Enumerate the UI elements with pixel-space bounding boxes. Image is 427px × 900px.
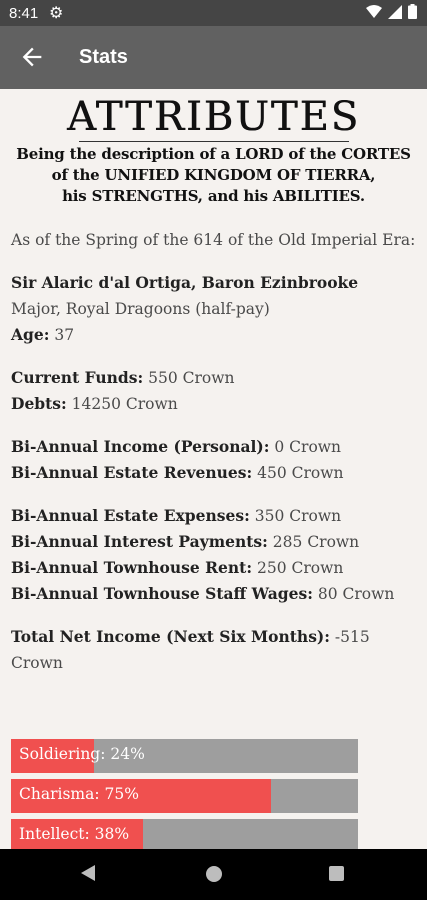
estate-revenues-label: Bi-Annual Estate Revenues:: [11, 463, 253, 482]
skill-label-charisma: Charisma: 75%: [19, 785, 139, 803]
rent-label: Bi-Annual Townhouse Rent:: [11, 558, 253, 577]
age-value: 37: [49, 326, 75, 344]
income-personal-label: Bi-Annual Income (Personal):: [11, 437, 270, 456]
nav-home-icon[interactable]: [206, 866, 222, 882]
interest-value: 285 Crown: [267, 533, 360, 551]
banner-rule: [79, 141, 349, 142]
debts-value: 14250 Crown: [66, 395, 178, 413]
estate-expenses-label: Bi-Annual Estate Expenses:: [11, 506, 250, 525]
wages-label: Bi-Annual Townhouse Staff Wages:: [11, 584, 313, 603]
banner-line-1: Being the description of a LORD of the CORTES: [16, 145, 411, 163]
status-bar: [0, 0, 427, 26]
gear-icon: ⚙: [49, 5, 64, 22]
banner-line-2: of the UNIFIED KINGDOM OF TIERRA,: [51, 166, 376, 184]
income-personal-value: 0 Crown: [269, 438, 342, 456]
funds-value: 550 Crown: [143, 369, 235, 387]
page-title: Stats: [79, 46, 128, 68]
character-name: Sir Alaric d'al Ortiga, Baron Ezinbrooke: [11, 273, 359, 292]
status-time: 8:41: [9, 5, 39, 22]
intro-text: As of the Spring of the 614 of the Old Imperial Era:: [11, 231, 416, 249]
skill-bar-charisma: [11, 779, 358, 813]
banner-line-3: his STRENGTHS, and his ABILITIES.: [62, 187, 365, 205]
signal-icon: [388, 5, 402, 19]
banner-heading: ATTRIBUTES: [66, 94, 361, 140]
skill-bar-intellect: [11, 819, 358, 849]
income-block: [11, 434, 416, 486]
net-income-label: Total Net Income (Next Six Months):: [11, 627, 330, 646]
funds-block: [11, 365, 416, 417]
system-nav-bar: [0, 849, 427, 900]
skill-bars: [11, 739, 358, 849]
rent-value: 250 Crown: [252, 559, 344, 577]
skill-bar-soldiering: [11, 739, 358, 773]
funds-label: Current Funds:: [11, 368, 144, 387]
net-income-block: [11, 624, 416, 676]
estate-revenues-value: 450 Crown: [252, 464, 344, 482]
back-arrow-icon[interactable]: [18, 43, 46, 71]
interest-label: Bi-Annual Interest Payments:: [11, 532, 268, 551]
age-label: Age:: [11, 325, 50, 344]
skill-label-soldiering: Soldiering: 24%: [19, 745, 145, 763]
app-bar: [0, 26, 427, 89]
nav-recents-icon[interactable]: [329, 866, 344, 881]
skill-label-intellect: Intellect: 38%: [19, 825, 130, 843]
nav-back-icon[interactable]: [80, 864, 96, 882]
wifi-icon: [366, 5, 382, 19]
estate-expenses-value: 350 Crown: [249, 507, 342, 525]
debts-label: Debts:: [11, 394, 67, 413]
stats-content[interactable]: [0, 89, 427, 849]
character-rank: Major, Royal Dragoons (half-pay): [11, 300, 270, 318]
net-income-value: -515 Crown: [11, 628, 370, 672]
battery-icon: [408, 4, 417, 19]
wages-value: 80 Crown: [312, 585, 395, 603]
character-block: [11, 270, 416, 348]
status-icons: [366, 4, 417, 19]
expenses-block: [11, 503, 416, 607]
attributes-banner: [0, 95, 427, 207]
